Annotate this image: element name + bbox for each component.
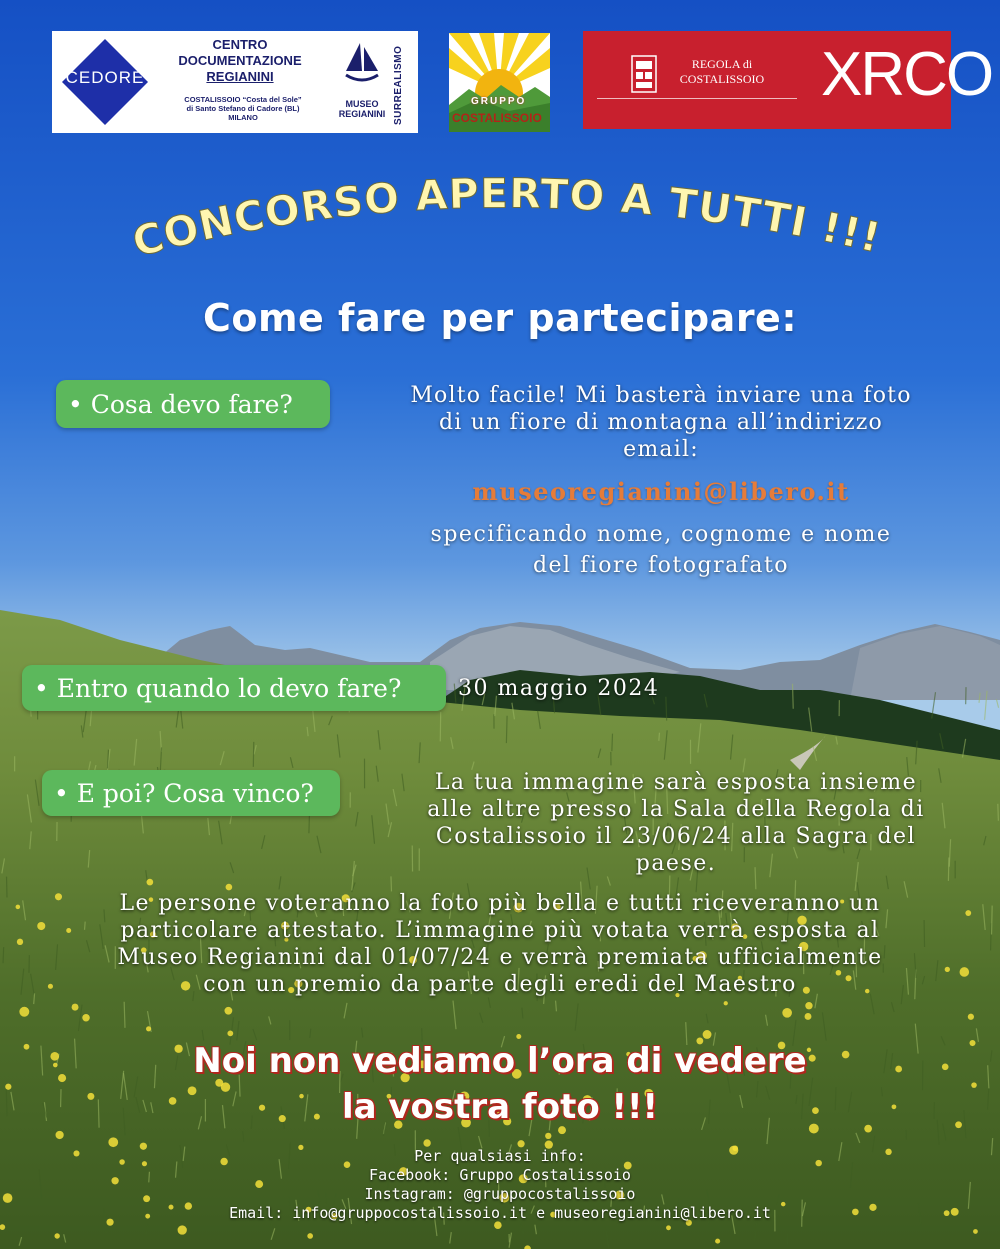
deadline-date: 30 maggio 2024 [458, 676, 660, 701]
footer-info-label: Per qualsiasi info: [414, 1147, 586, 1165]
question-deadline: • Entro quando lo devo fare? [22, 665, 446, 711]
answer-specify: specificando nome, cognome e nome del fiore fotografato [430, 522, 892, 578]
cedore-label: CEDORE [65, 68, 145, 87]
page-heading: Come fare per partecipare: [202, 296, 798, 340]
closing-message: Noi non vediamo l’ora di vedere la vostra foto !!! [193, 1041, 807, 1127]
centro-title: CENTRO DOCUMENTAZIONE REGIANINI [178, 37, 302, 84]
question-prize: • E poi? Cosa vinco? [42, 770, 340, 816]
footer-facebook[interactable]: Facebook: Gruppo Costalissoio [369, 1166, 631, 1184]
contest-title: CONCORSO APERTO A TUTTI !!! [127, 169, 886, 267]
question-what-to-do: • Cosa devo fare? [56, 380, 330, 428]
footer-instagram[interactable]: Instagram: @gruppocostalissoio [364, 1185, 636, 1203]
regola-label: REGOLA di COSTALISSOIO [679, 57, 765, 86]
contact-footer [0, 1147, 1000, 1223]
costalissoio-label: COSTALISSOIO [452, 111, 542, 125]
contest-email-link[interactable]: museoregianini@libero.it [472, 477, 850, 506]
gruppo-label: GRUPPO [471, 96, 527, 107]
museo-label: MUSEO REGIANINI [338, 99, 386, 119]
surrealismo-label: SURREALISMO [393, 45, 404, 125]
footer-email[interactable]: Email: info@gruppocostalissoio.it e museoregianini@libero.it [229, 1204, 771, 1222]
answer-prize: La tua immagine sarà esposta insieme alle altre presso la Sala della Regola di Costalissoio il 23/06/24 alla Sagra del paese. [427, 770, 925, 876]
answer-what-to-do: Molto facile! Mi basterà inviare una foto di un fiore di montagna all’indirizzo email: [410, 383, 912, 462]
centro-subtitle: COSTALISSOIO “Costa del Sole” di Santo Stefano di Cadore (BL) MILANO [184, 95, 302, 122]
voting-details: Le persone voteranno la foto più bella e tutti riceveranno un particolare attestato. L’immagine più votata verrà esposta al Museo Regianini dal 01/07/24 e verrà premiata ufficialmente con un premio da parte degli eredi del Maestro [117, 891, 883, 997]
xrco-logo-text: XRCO [821, 40, 993, 109]
